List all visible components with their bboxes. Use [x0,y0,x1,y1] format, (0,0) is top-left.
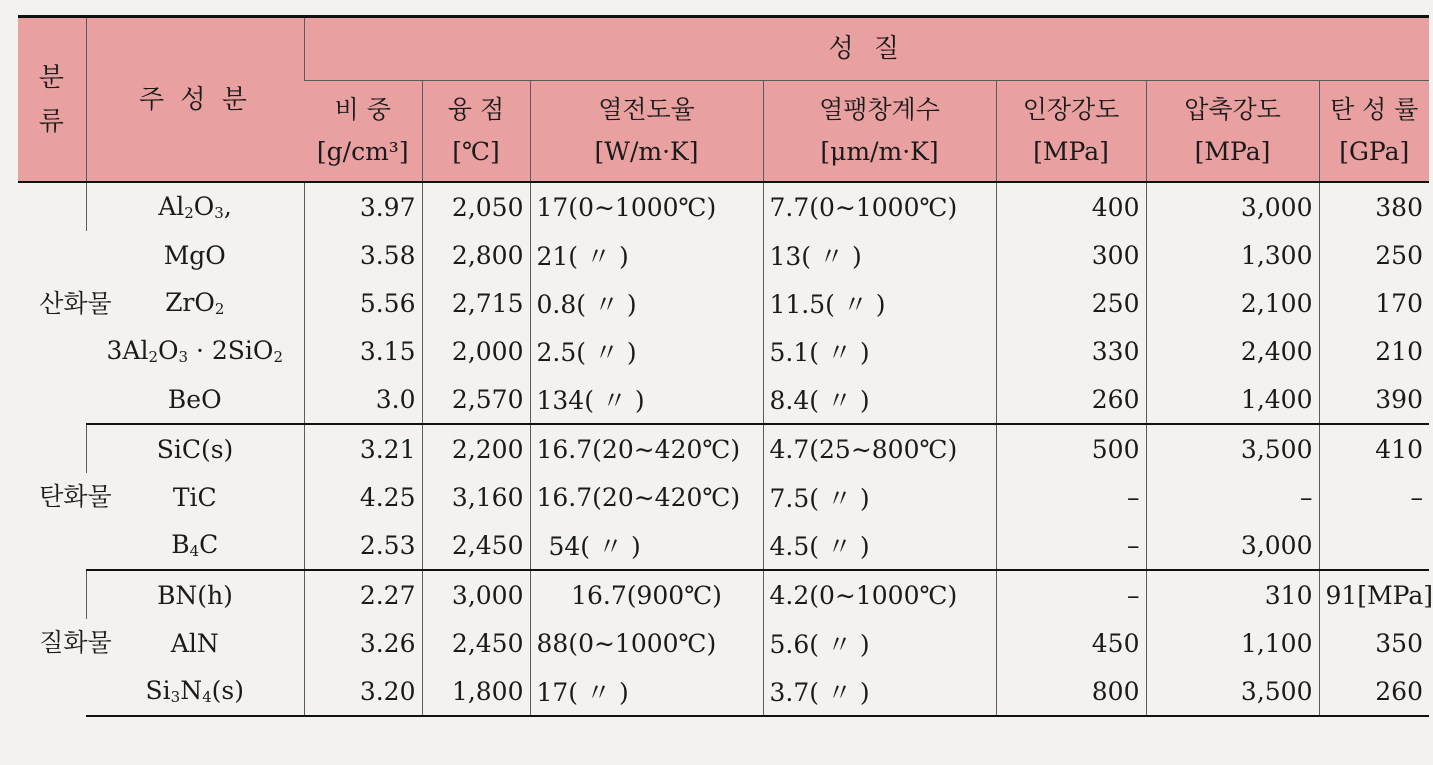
value-cell-sg: 4.25 [304,473,422,521]
value-cell-sg: 3.0 [304,375,422,424]
table-row [18,375,1429,424]
category-cell: 산화물 [39,288,112,318]
value-cell-em: – [1319,473,1429,521]
value-cell-ts: 450 [996,619,1146,667]
component-cell: $Si_3N_4(s)$ [86,667,304,716]
value-cell-ts: 300 [996,231,1146,279]
value-cell-mp: 2,450 [422,521,530,570]
value-cell-te: 3.7( 〃 ) [763,667,996,716]
value-cell-em: 170 [1319,279,1429,327]
value-cell-cs: 1,100 [1146,619,1319,667]
value-cell-mp: 1,800 [422,667,530,716]
component-cell: TiC [172,482,217,512]
value-cell-mp: 2,570 [422,375,530,424]
value-cell-tc: 17(0∼1000℃) [530,182,763,231]
property-column-header [530,81,763,183]
column-unit: [g/cm³] [316,137,409,166]
component-cell: $Al_2O_3$, [86,182,304,231]
value-cell-em: 350 [1319,619,1429,667]
main-component-header: 주 성 분 [86,17,304,183]
column-unit: [W/m·K] [594,137,699,166]
value-cell-mp: 3,000 [422,570,530,619]
column-name: 열전도율 [598,95,695,124]
value-cell-tc: 0.8( 〃 ) [530,279,763,327]
property-column-header [422,81,530,183]
value-cell-te: 5.1( 〃 ) [763,327,996,375]
value-cell-ts: 260 [996,375,1146,424]
value-cell-tc: 134( 〃 ) [530,375,763,424]
component-cell: AlN [170,628,219,658]
value-cell-ts: 800 [996,667,1146,716]
value-cell-cs: 3,000 [1146,521,1319,570]
property-column-header [996,81,1146,183]
value-cell-ts: – [996,521,1146,570]
column-unit: [μm/m·K] [820,137,939,166]
value-cell-em: 250 [1319,231,1429,279]
table-row [18,619,1429,667]
value-cell-sg: 3.97 [304,182,422,231]
column-unit: [GPa] [1339,137,1410,166]
value-cell-mp: 2,450 [422,619,530,667]
value-cell-sg: 3.15 [304,327,422,375]
value-cell-em: 260 [1319,667,1429,716]
value-cell-em: 380 [1319,182,1429,231]
value-cell-cs: 2,400 [1146,327,1319,375]
value-cell-sg: 3.21 [304,424,422,473]
value-cell-ts: 500 [996,424,1146,473]
property-column-header [1146,81,1319,183]
value-cell-tc: 88(0∼1000℃) [530,619,763,667]
value-cell-ts: – [996,570,1146,619]
value-cell-ts: 250 [996,279,1146,327]
value-cell-tc: 16.7(900℃) [530,570,763,619]
component-cell: MgO [163,240,226,270]
value-cell-te: 4.2(0∼1000℃) [763,570,996,619]
column-name: 압축강도 [1184,95,1281,124]
value-cell-ts: 330 [996,327,1146,375]
table-row [18,521,1429,570]
value-cell-te: 7.7(0∼1000℃) [763,182,996,231]
value-cell-tc: 16.7(20∼420℃) [530,424,763,473]
value-cell-cs: 310 [1146,570,1319,619]
property-column-header [304,81,422,183]
category-cell: 탄화물 [39,482,112,511]
value-cell-te: 5.6( 〃 ) [763,619,996,667]
component-cell: $3Al_2O_3 \cdot 2SiO_2$ [106,336,283,366]
value-cell-sg: 3.58 [304,231,422,279]
properties-header: 성 질 [304,17,1429,81]
value-cell-cs: 2,100 [1146,279,1319,327]
value-cell-mp: 2,800 [422,231,530,279]
value-cell-cs: 3,000 [1146,182,1319,231]
value-cell-tc: 54( 〃 ) [530,521,763,570]
value-cell-mp: 2,200 [422,424,530,473]
value-cell-te: 11.5( 〃 ) [763,279,996,327]
component-cell: ZrO$_2$ [165,288,225,318]
value-cell-tc: 2.5( 〃 ) [530,327,763,375]
value-cell-te: 4.5( 〃 ) [763,521,996,570]
value-cell-mp: 2,050 [422,182,530,231]
category-cell: 질화물 [39,628,112,657]
value-cell-mp: 3,160 [422,473,530,521]
value-cell-em: 410 [1319,424,1429,473]
value-cell-tc: 17( 〃 ) [530,667,763,716]
table-row [18,279,1429,327]
column-name: 비 중 [334,95,391,124]
value-cell-sg: 3.26 [304,619,422,667]
value-cell-sg: 3.20 [304,667,422,716]
value-cell-cs: – [1146,473,1319,521]
value-cell-te: 13( 〃 ) [763,231,996,279]
value-cell-tc: 16.7(20∼420℃) [530,473,763,521]
table-row [18,424,1429,473]
value-cell-ts: – [996,473,1146,521]
value-cell-em [1319,521,1429,570]
value-cell-sg: 2.53 [304,521,422,570]
value-cell-em: 390 [1319,375,1429,424]
table-row [18,182,1429,231]
property-column-header [763,81,996,183]
property-column-header [1319,81,1429,183]
column-name: 융 점 [447,95,505,124]
ceramic-properties-table [18,15,1433,717]
value-cell-te: 8.4( 〃 ) [763,375,996,424]
value-cell-mp: 2,715 [422,279,530,327]
category-header: 분류 [18,17,86,183]
table-row [18,231,1429,279]
value-cell-tc: 21( 〃 ) [530,231,763,279]
column-name: 열팽창계수 [819,95,940,124]
column-unit: [MPa] [1033,137,1109,166]
component-cell: BN(h) [86,570,304,619]
value-cell-te: 4.7(25∼800℃) [763,424,996,473]
column-name: 인장강도 [1022,95,1120,124]
value-cell-te: 7.5( 〃 ) [763,473,996,521]
value-cell-cs: 3,500 [1146,424,1319,473]
table-row [18,667,1429,716]
table-row [18,473,1429,521]
value-cell-cs: 1,400 [1146,375,1319,424]
column-name: 탄 성 률 [1330,95,1419,124]
column-unit: [℃] [452,137,500,166]
value-cell-sg: 2.27 [304,570,422,619]
component-cell: SiC(s) [86,424,304,473]
value-cell-ts: 400 [996,182,1146,231]
value-cell-cs: 3,500 [1146,667,1319,716]
column-unit: [MPa] [1194,137,1271,166]
table-row [18,327,1429,375]
table-row [18,570,1429,619]
component-cell: $B_4C$ [86,521,304,570]
value-cell-cs: 1,300 [1146,231,1319,279]
component-cell: BeO [86,375,304,424]
value-cell-em: 91[MPa] [1319,570,1429,619]
value-cell-sg: 5.56 [304,279,422,327]
value-cell-mp: 2,000 [422,327,530,375]
value-cell-em: 210 [1319,327,1429,375]
